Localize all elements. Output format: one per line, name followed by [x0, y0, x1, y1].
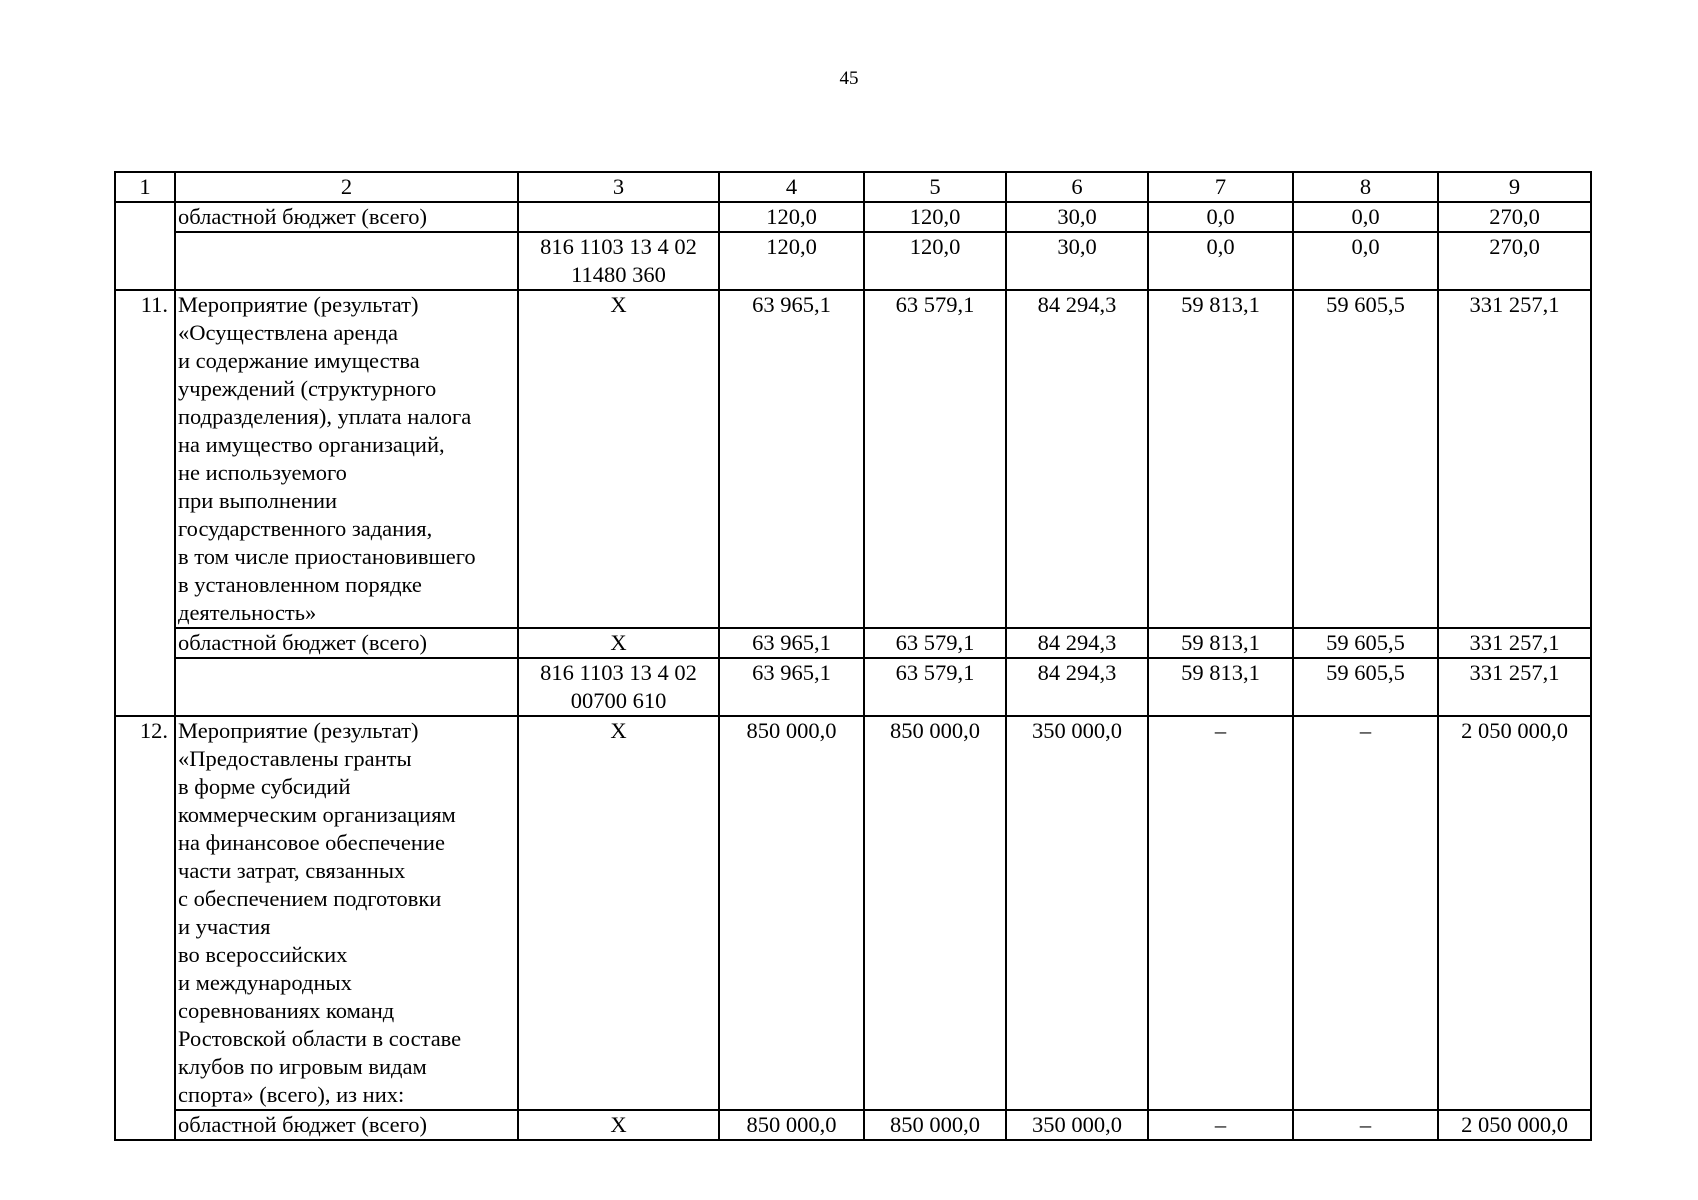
value-cell: 850 000,0: [864, 716, 1006, 1110]
value-cell: 2 050 000,0: [1438, 716, 1591, 1110]
row-name-cell: [175, 658, 518, 716]
row-name-cell: [175, 290, 518, 628]
value-cell: 0,0: [1293, 232, 1438, 290]
row-number-cell: 11.: [115, 290, 175, 716]
value-cell: 0,0: [1148, 202, 1293, 232]
header-cell: 8: [1293, 172, 1438, 202]
header-cell: 7: [1148, 172, 1293, 202]
value-cell: –: [1148, 1110, 1293, 1140]
header-cell: 3: [518, 172, 719, 202]
row-name-line: спорта» (всего), из них:: [178, 1082, 405, 1107]
table-row: [115, 232, 1591, 290]
header-cell: 9: [1438, 172, 1591, 202]
header-cell: 2: [175, 172, 518, 202]
row-code-line: 816 1103 13 4 02: [540, 660, 697, 685]
value-cell: 59 605,5: [1293, 290, 1438, 628]
value-cell: 84 294,3: [1006, 290, 1148, 628]
row-code-cell: [518, 232, 719, 290]
row-name-line: на финансовое обеспечение: [178, 830, 445, 855]
row-name-line: клубов по игровым видам: [178, 1054, 427, 1079]
row-name-line: в форме субсидий: [178, 774, 351, 799]
table-row: [115, 290, 1591, 628]
row-name-line: [178, 233, 515, 261]
row-name-cell: [175, 232, 518, 290]
row-code-line: Х: [610, 1112, 627, 1137]
row-name-line: Мероприятие (результат): [178, 292, 419, 317]
value-cell: 331 257,1: [1438, 290, 1591, 628]
row-code-line: 816 1103 13 4 02: [540, 234, 697, 259]
value-cell: 63 965,1: [719, 290, 864, 628]
row-code-line: 11480 360: [571, 262, 666, 287]
row-code-cell: [518, 1110, 719, 1140]
row-name-line: в установленном порядке: [178, 572, 422, 597]
row-number-cell: [115, 202, 175, 290]
value-cell: 350 000,0: [1006, 716, 1148, 1110]
value-cell: 63 579,1: [864, 290, 1006, 628]
row-name-line: соревнованиях команд: [178, 998, 395, 1023]
value-cell: 270,0: [1438, 202, 1591, 232]
value-cell: 331 257,1: [1438, 658, 1591, 716]
row-code-cell: [518, 716, 719, 1110]
value-cell: 350 000,0: [1006, 1110, 1148, 1140]
value-cell: 63 579,1: [864, 658, 1006, 716]
value-cell: 120,0: [864, 202, 1006, 232]
row-name-line: Ростовской области в составе: [178, 1026, 462, 1051]
value-cell: 850 000,0: [719, 716, 864, 1110]
value-cell: 120,0: [719, 202, 864, 232]
row-code-cell: [518, 658, 719, 716]
budget-table: [114, 171, 1592, 1141]
row-name-line: коммерческим организациям: [178, 802, 456, 827]
row-name-line: учреждений (структурного: [178, 376, 437, 401]
row-code-line: Х: [610, 630, 627, 655]
header-cell: 4: [719, 172, 864, 202]
row-name-line: части затрат, связанных: [178, 858, 406, 883]
value-cell: 59 813,1: [1148, 628, 1293, 658]
row-name-line: не используемого: [178, 460, 347, 485]
row-code-line: Х: [610, 718, 627, 743]
value-cell: 2 050 000,0: [1438, 1110, 1591, 1140]
page-number: 45: [839, 68, 859, 89]
row-code-line: Х: [610, 292, 627, 317]
value-cell: 120,0: [864, 232, 1006, 290]
row-name-cell: [175, 202, 518, 232]
value-cell: –: [1293, 716, 1438, 1110]
row-name-line: и участия: [178, 914, 271, 939]
value-cell: 63 579,1: [864, 628, 1006, 658]
row-name-line: «Осуществлена аренда: [178, 320, 399, 345]
value-cell: 59 813,1: [1148, 290, 1293, 628]
table-row: [115, 628, 1591, 658]
value-cell: –: [1293, 1110, 1438, 1140]
row-name-line: подразделения), уплата налога: [178, 404, 472, 429]
value-cell: 30,0: [1006, 202, 1148, 232]
row-name-line: в том числе приостановившего: [178, 544, 476, 569]
value-cell: 84 294,3: [1006, 658, 1148, 716]
row-name-line: государственного задания,: [178, 516, 433, 541]
row-name-line: с обеспечением подготовки: [178, 886, 442, 911]
value-cell: –: [1148, 716, 1293, 1110]
row-code-cell: [518, 628, 719, 658]
table-row: [115, 658, 1591, 716]
table-row: [115, 202, 1591, 232]
value-cell: 850 000,0: [719, 1110, 864, 1140]
row-name-line: областной бюджет (всего): [178, 1112, 428, 1137]
value-cell: 84 294,3: [1006, 628, 1148, 658]
header-cell: 5: [864, 172, 1006, 202]
row-number-cell: 12.: [115, 716, 175, 1140]
row-name-line: «Предоставлены гранты: [178, 746, 412, 771]
row-code-cell: [518, 202, 719, 232]
row-name-line: при выполнении: [178, 488, 338, 513]
table-row: [115, 716, 1591, 1110]
header-cell: 6: [1006, 172, 1148, 202]
header-cell: 1: [115, 172, 175, 202]
table-row: [115, 1110, 1591, 1140]
row-code-cell: [518, 290, 719, 628]
row-name-cell: [175, 1110, 518, 1140]
value-cell: 270,0: [1438, 232, 1591, 290]
value-cell: 30,0: [1006, 232, 1148, 290]
row-name-cell: [175, 628, 518, 658]
value-cell: 59 605,5: [1293, 628, 1438, 658]
value-cell: 63 965,1: [719, 628, 864, 658]
row-name-line: областной бюджет (всего): [178, 630, 428, 655]
value-cell: 120,0: [719, 232, 864, 290]
value-cell: 59 813,1: [1148, 658, 1293, 716]
value-cell: 331 257,1: [1438, 628, 1591, 658]
value-cell: 59 605,5: [1293, 658, 1438, 716]
row-name-cell: [175, 716, 518, 1110]
row-name-line: на имущество организаций,: [178, 432, 445, 457]
header-row: [115, 172, 1591, 202]
row-name-line: [178, 659, 515, 687]
value-cell: 850 000,0: [864, 1110, 1006, 1140]
row-name-line: Мероприятие (результат): [178, 718, 419, 743]
value-cell: 63 965,1: [719, 658, 864, 716]
value-cell: 0,0: [1148, 232, 1293, 290]
row-name-line: и содержание имущества: [178, 348, 420, 373]
row-code-line: [521, 203, 716, 231]
value-cell: 0,0: [1293, 202, 1438, 232]
row-name-line: областной бюджет (всего): [178, 204, 428, 229]
row-name-line: во всероссийских: [178, 942, 348, 967]
row-name-line: деятельность»: [178, 600, 317, 625]
row-code-line: 00700 610: [570, 688, 667, 713]
row-name-line: и международных: [178, 970, 352, 995]
